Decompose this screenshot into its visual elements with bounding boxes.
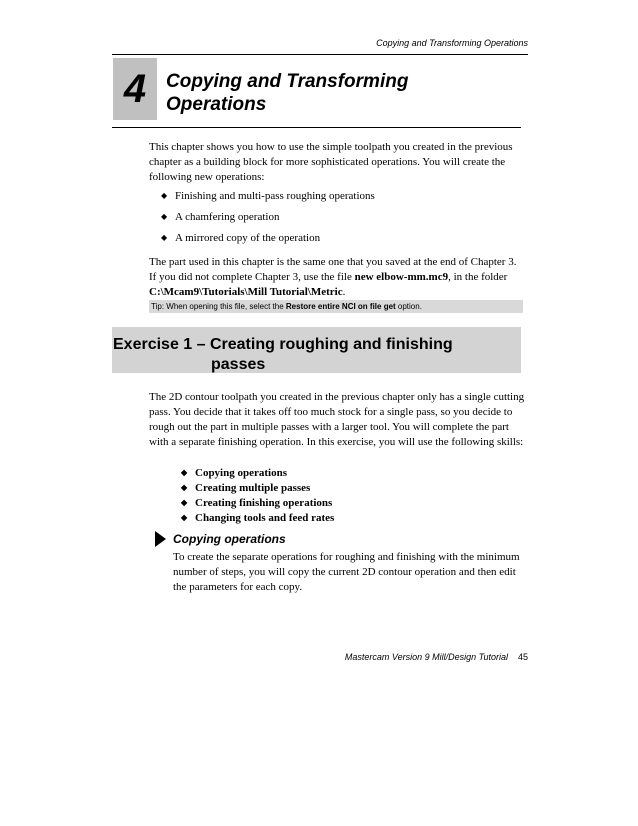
list-item: ◆ Changing tools and feed rates [181, 511, 335, 524]
list-item: ◆ Creating finishing operations [181, 496, 333, 509]
chapter-number-box [113, 58, 157, 120]
list-item: ◆ Creating multiple passes [181, 481, 311, 494]
diamond-bullet-icon: ◆ [181, 483, 188, 492]
exercise-title-line2: passes [211, 356, 266, 373]
file-name: new elbow-mm.mc9 [354, 271, 449, 283]
exercise-paragraph: The 2D contour toolpath you created in the previous chapter only has a single cutting pass. You decide that it takes off too much stock for a single pass, so you decide to rough out the part in multiple passes with a larger tool. You will complete the part with a separate finishing operation. In this exercise, you will use the following skills: [149, 391, 525, 448]
footer-text: Mastercam Version 9 Mill/Design Tutorial [344, 652, 508, 662]
page-footer [345, 652, 528, 662]
diamond-bullet-icon: ◆ [181, 498, 188, 507]
diamond-bullet-icon: ◆ [181, 468, 188, 477]
diamond-bullet-icon: ◆ [161, 233, 168, 242]
triangle-arrow-icon [155, 531, 166, 547]
copying-paragraph: To create the separate operations for roughing and finishing with the minimum number of steps, you will copy the current 2D contour operation and then edit the parameters for each copy. [173, 551, 520, 593]
chapter-title-line1: Copying and Transforming [166, 71, 409, 92]
list-item: ◆ A chamfering operation [161, 210, 280, 223]
list-item: ◆ A mirrored copy of the operation [161, 231, 321, 244]
list-item: ◆ Copying operations [181, 466, 287, 479]
list-item: ◆ Finishing and multi-pass roughing operations [161, 189, 375, 202]
part-paragraph: The part used in this chapter is the same one that you saved at the end of Chapter 3. If you did not complete Chapter 3, use the file new elbow-mm.mc9, in the folder C:\Mcam9\Tutorials\Mill Tutorial\Metric. [149, 256, 517, 298]
exercise-title-line1: Exercise 1 – Creating roughing and finishing [113, 336, 453, 353]
header-rule [112, 54, 528, 55]
diamond-bullet-icon: ◆ [161, 212, 168, 221]
running-header: Copying and Transforming Operations [376, 38, 528, 48]
exercise-title [113, 335, 513, 375]
subheading-copying-operations: Copying operations [173, 532, 286, 546]
chapter-title-line2: Operations [166, 94, 267, 115]
page-number: 45 [517, 652, 528, 662]
tip-box: Tip: When opening this file, select the Restore entire NCI on file get option. [149, 300, 523, 313]
diamond-bullet-icon: ◆ [161, 191, 168, 200]
intro-bullet-list [161, 185, 521, 248]
intro-paragraph: This chapter shows you how to use the simple toolpath you created in the previous chapter as a building block for more sophisticated operations. You will create the following new operations: [149, 141, 513, 183]
title-rule [112, 127, 521, 128]
folder-path: C:\Mcam9\Tutorials\Mill Tutorial\Metric [149, 286, 343, 298]
chapter-title [166, 70, 506, 116]
chapter-number: 4 [123, 66, 147, 111]
skills-list [181, 465, 501, 525]
diamond-bullet-icon: ◆ [181, 513, 188, 522]
